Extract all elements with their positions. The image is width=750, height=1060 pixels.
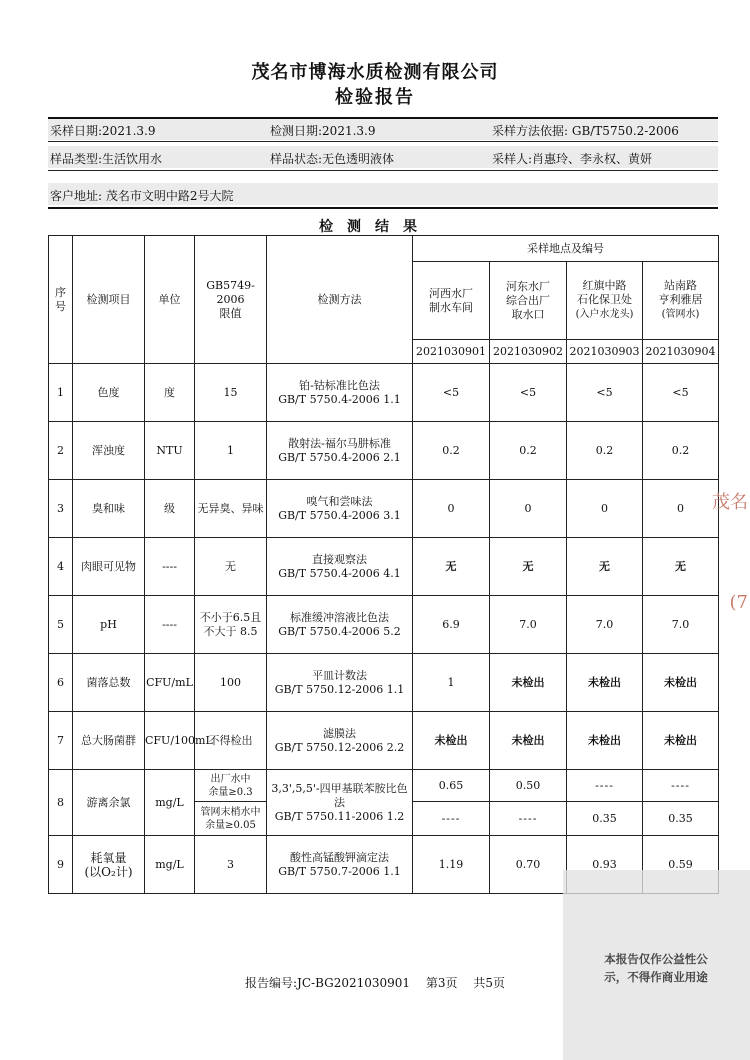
report-title: 检验报告 (335, 87, 415, 108)
table-row (49, 480, 719, 538)
row-value: 未检出 (643, 654, 719, 712)
site-code: 2021030903 (567, 340, 643, 364)
divider (48, 207, 718, 209)
row-value: 1.19 (413, 836, 490, 894)
header-item: 检测项目 (73, 236, 145, 364)
row-unit: 级 (145, 480, 195, 538)
site-name: 站南路 亨利雅居 (管网水) (643, 262, 719, 340)
watermark-text: 本报告仅作公益性公 示，不得作商业用途 (604, 952, 708, 984)
row-item: 游离余氯 (73, 770, 145, 836)
public-notice-watermark (563, 870, 750, 1060)
header-sites-group: 采样地点及编号 (413, 236, 719, 262)
row-limit: 3 (195, 836, 267, 894)
table-row (49, 596, 719, 654)
header-limit: GB5749-2006 限值 (195, 236, 267, 364)
site-code: 2021030904 (643, 340, 719, 364)
row-value: <5 (413, 364, 490, 422)
row-value: 未检出 (643, 712, 719, 770)
row-value: 未检出 (490, 712, 567, 770)
row-value: <5 (643, 364, 719, 422)
row-value: 0.2 (413, 422, 490, 480)
row-value: 1 (413, 654, 490, 712)
row-value: 0 (490, 480, 567, 538)
site-code: 2021030902 (490, 340, 567, 364)
table-row (49, 538, 719, 596)
divider (48, 141, 718, 142)
row-unit: mg/L (145, 836, 195, 894)
row-value: 0.93 (567, 836, 643, 894)
row-item: 总大肠菌群 (73, 712, 145, 770)
row-limit: 无异臭、异味 (195, 480, 267, 538)
sample-state: 样品状态:无色透明液体 (270, 152, 395, 166)
method-basis: 采样方法依据: GB/T5750.2-2006 (492, 124, 679, 138)
row-no: 8 (49, 770, 73, 836)
row-unit: mg/L (145, 770, 195, 836)
row-value: <5 (490, 364, 567, 422)
row-value: 7.0 (490, 596, 567, 654)
seal-fragment: 茂名 (712, 492, 748, 513)
header-unit: 单位 (145, 236, 195, 364)
row-value: 未检出 (413, 712, 490, 770)
row-item: 菌落总数 (73, 654, 145, 712)
row-item: 浑浊度 (73, 422, 145, 480)
row-method: 3,3',5,5'-四甲基联苯胺比色法 GB/T 5750.11-2006 1.2 (267, 770, 413, 836)
row-method: 酸性高锰酸钾滴定法 GB/T 5750.7-2006 1.1 (267, 836, 413, 894)
row-value: 6.9 (413, 596, 490, 654)
meta-row-address (48, 183, 718, 205)
row-value: 7.0 (567, 596, 643, 654)
table-row (49, 422, 719, 480)
row-value: 0.2 (490, 422, 567, 480)
results-table (48, 235, 719, 894)
row-method: 标准缓冲溶液比色法 GB/T 5750.4-2006 5.2 (267, 596, 413, 654)
row-method: 铂-钴标准比色法 GB/T 5750.4-2006 1.1 (267, 364, 413, 422)
row-unit: ---- (145, 596, 195, 654)
test-date: 检测日期:2021.3.9 (270, 124, 376, 138)
results-title: 检测结果 (319, 219, 431, 235)
sampler: 采样人:肖惠玲、李永权、黄妍 (492, 152, 653, 166)
row-value: 0 (643, 480, 719, 538)
meta-row-sample (48, 146, 718, 168)
row-value: ---- (567, 770, 643, 802)
row-value: 无 (567, 538, 643, 596)
row-method: 散射法-福尔马肼标准 GB/T 5750.4-2006 2.1 (267, 422, 413, 480)
row-value: 0.70 (490, 836, 567, 894)
sampling-date: 采样日期:2021.3.9 (50, 124, 156, 138)
divider (48, 170, 718, 171)
row-value: 0.2 (643, 422, 719, 480)
row-item: 臭和味 (73, 480, 145, 538)
row-value: 0.65 (413, 770, 490, 802)
row-limit: 100 (195, 654, 267, 712)
row-value: ---- (490, 802, 567, 836)
header-no: 序号 (49, 236, 73, 364)
sample-type: 样品类型:生活饮用水 (50, 152, 163, 166)
row-method: 平皿计数法 GB/T 5750.12-2006 1.1 (267, 654, 413, 712)
row-method: 嗅气和尝味法 GB/T 5750.4-2006 3.1 (267, 480, 413, 538)
row-value: 7.0 (643, 596, 719, 654)
row-value: 未检出 (490, 654, 567, 712)
row-no: 1 (49, 364, 73, 422)
row-value: 无 (490, 538, 567, 596)
row-value: <5 (567, 364, 643, 422)
row-no: 3 (49, 480, 73, 538)
site-name: 河西水厂 制水车间 (413, 262, 490, 340)
row-limit: 不小于6.5且 不大于 8.5 (195, 596, 267, 654)
row-item: 肉眼可见物 (73, 538, 145, 596)
row-value: 0 (413, 480, 490, 538)
row-limit: 出厂水中 余量≥0.3 (195, 770, 267, 802)
row-value: 0.2 (567, 422, 643, 480)
site-code: 2021030901 (413, 340, 490, 364)
row-unit: 度 (145, 364, 195, 422)
meta-row-dates (48, 118, 718, 140)
row-value: 0.35 (643, 802, 719, 836)
table-row (49, 364, 719, 422)
row-limit: 1 (195, 422, 267, 480)
row-item: 色度 (73, 364, 145, 422)
row-value: ---- (643, 770, 719, 802)
row-value: 0 (567, 480, 643, 538)
table-row (49, 654, 719, 712)
row-unit: NTU (145, 422, 195, 480)
row-no: 4 (49, 538, 73, 596)
site-name: 红旗中路 石化保卫处 (入户水龙头) (567, 262, 643, 340)
row-no: 7 (49, 712, 73, 770)
row-unit: CFU/100mL (145, 712, 195, 770)
header-method: 检测方法 (267, 236, 413, 364)
row-limit: 15 (195, 364, 267, 422)
row-value: 未检出 (567, 712, 643, 770)
table-row (49, 712, 719, 770)
client-address: 客户地址: 茂名市文明中路2号大院 (50, 189, 234, 203)
seal-fragment: (7 (729, 592, 748, 613)
page-number: 第3页 (425, 976, 458, 990)
row-limit: 无 (195, 538, 267, 596)
report-number: 报告编号:JC-BG2021030901 (244, 976, 411, 990)
row-no: 6 (49, 654, 73, 712)
row-value: 无 (413, 538, 490, 596)
row-item: 耗氧量 (以O₂计) (73, 836, 145, 894)
row-item: pH (73, 596, 145, 654)
row-value: 0.50 (490, 770, 567, 802)
row-unit: CFU/mL (145, 654, 195, 712)
row-value: 0.35 (567, 802, 643, 836)
company-name: 茂名市博海水质检测有限公司 (251, 62, 499, 83)
site-name: 河东水厂 综合出厂 取水口 (490, 262, 567, 340)
row-limit: 管网末梢水中 余量≥0.05 (195, 802, 267, 836)
row-limit: 不得检出 (195, 712, 267, 770)
row-value: 无 (643, 538, 719, 596)
row-method: 直接观察法 GB/T 5750.4-2006 4.1 (267, 538, 413, 596)
row-no: 2 (49, 422, 73, 480)
row-no: 9 (49, 836, 73, 894)
row-value: ---- (413, 802, 490, 836)
row-method: 滤膜法 GB/T 5750.12-2006 2.2 (267, 712, 413, 770)
row-no: 5 (49, 596, 73, 654)
row-value: 0.59 (643, 836, 719, 894)
row-unit: ---- (145, 538, 195, 596)
row-value: 未检出 (567, 654, 643, 712)
page-total: 共5页 (473, 976, 505, 990)
table-row (49, 770, 719, 802)
